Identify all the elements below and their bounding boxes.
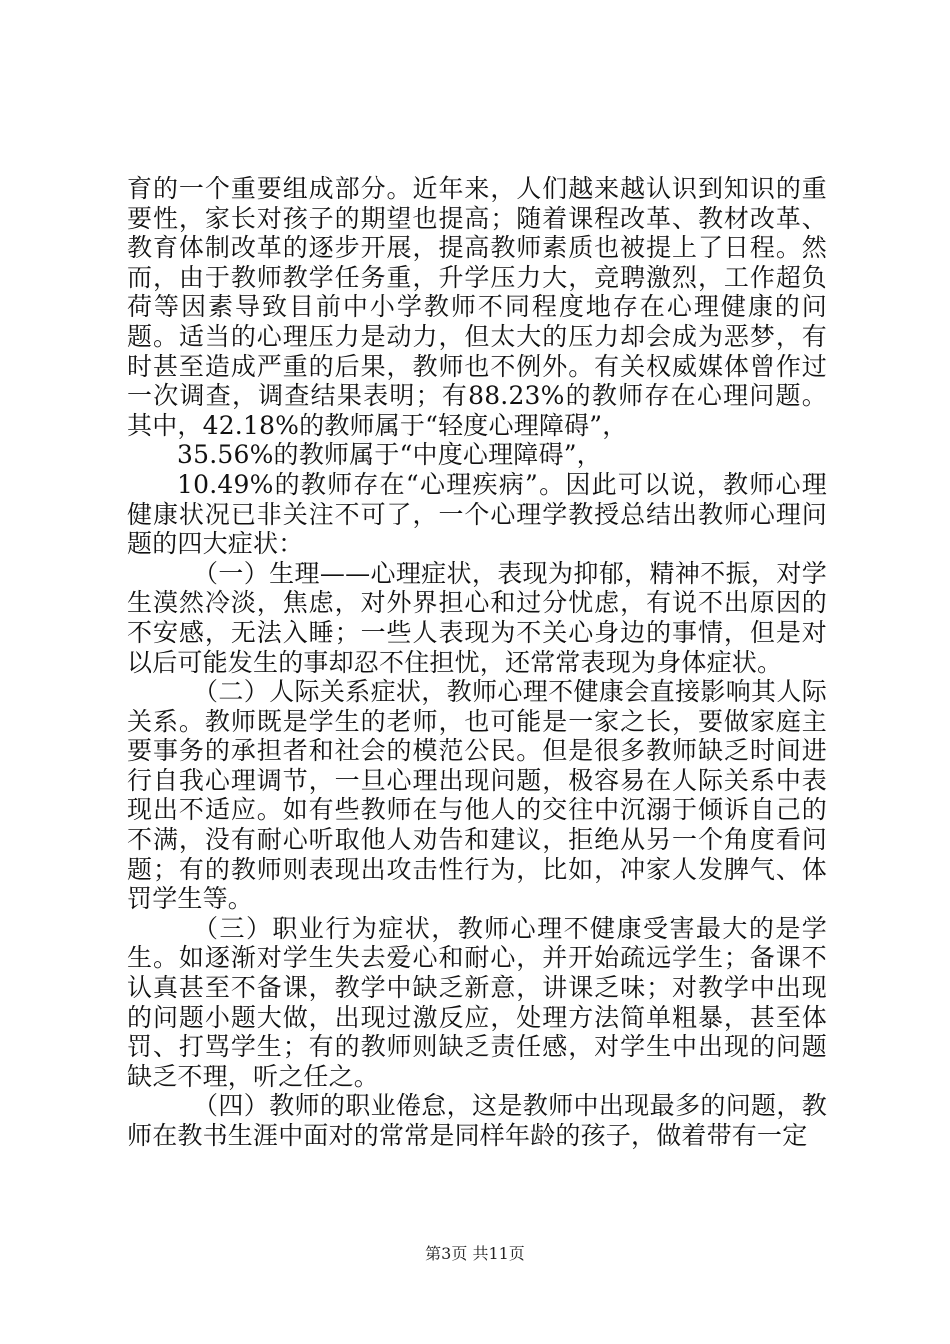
paragraph-symptom-2: （二）人际关系症状，教师心理不健康会直接影响其人际关系。教师既是学生的老师，也可能是一家之长，要做家庭主要事务的承担者和社会的模范公民。但是很多教师缺乏时间进行自我心理调节，一旦心理出现问题，极容易在人际关系中表现出不适应。如有些教师在与他人的交往中沉溺于倾诉自己的不满，没有耐心听取他人劝告和建议，拒绝从另一个角度看问题；有的教师则表现出攻击性行为，比如，冲家人发脾气、体罚学生等。 bbox=[127, 677, 827, 914]
page-number-label: 第3页 共11页 bbox=[425, 1244, 525, 1263]
paragraph-disease-stat: 10.49%的教师存在“心理疾病”。因此可以说，教师心理健康状况已非关注不可了，一个心理学教授总结出教师心理问题的四大症状： bbox=[127, 469, 827, 559]
document-body bbox=[127, 174, 827, 1151]
paragraph-intro: 育的一个重要组成部分。近年来，人们越来越认识到知识的重要性，家长对孩子的期望也提高；随着课程改革、教材改革、教育体制改革的逐步开展，提高教师素质也被提上了日程。然而，由于教师教学任务重，升学压力大，竞聘激烈，工作超负荷等因素导致目前中小学教师不同程度地存在心理健康的问题。适当的心理压力是动力，但太大的压力却会成为恶梦，有时甚至造成严重的后果，教师也不例外。有关权威媒体曾作过一次调查，调查结果表明；有88.23%的教师存在心理问题。其中，42.18%的教师属于“轻度心理障碍”， bbox=[127, 174, 827, 440]
paragraph-moderate-stat: 35.56%的教师属于“中度心理障碍”， bbox=[177, 440, 602, 470]
paragraph-symptom-4: （四）教师的职业倦怠，这是教师中出现最多的问题，教师在教书生涯中面对的常常是同样年龄的孩子，做着带有一定 bbox=[127, 1091, 827, 1150]
paragraph-symptom-3: （三）职业行为症状，教师心理不健康受害最大的是学生。如逐渐对学生失去爱心和耐心，并开始疏远学生；备课不认真甚至不备课，教学中缺乏新意，讲课乏味；对教学中出现的问题小题大做，出现过激反应，处理方法简单粗暴，甚至体罚、打骂学生；有的教师则缺乏责任感，对学生中出现的问题缺乏不理，听之任之。 bbox=[127, 913, 827, 1091]
page-footer bbox=[0, 1244, 950, 1264]
paragraph-symptom-1: （一）生理——心理症状，表现为抑郁，精神不振，对学生漠然冷淡，焦虑，对外界担心和过分忧虑，有说不出原因的不安感，无法入睡；一些人表现为不关心身边的事情，但是对以后可能发生的事却忍不住担忧，还常常表现为身体症状。 bbox=[127, 558, 827, 677]
